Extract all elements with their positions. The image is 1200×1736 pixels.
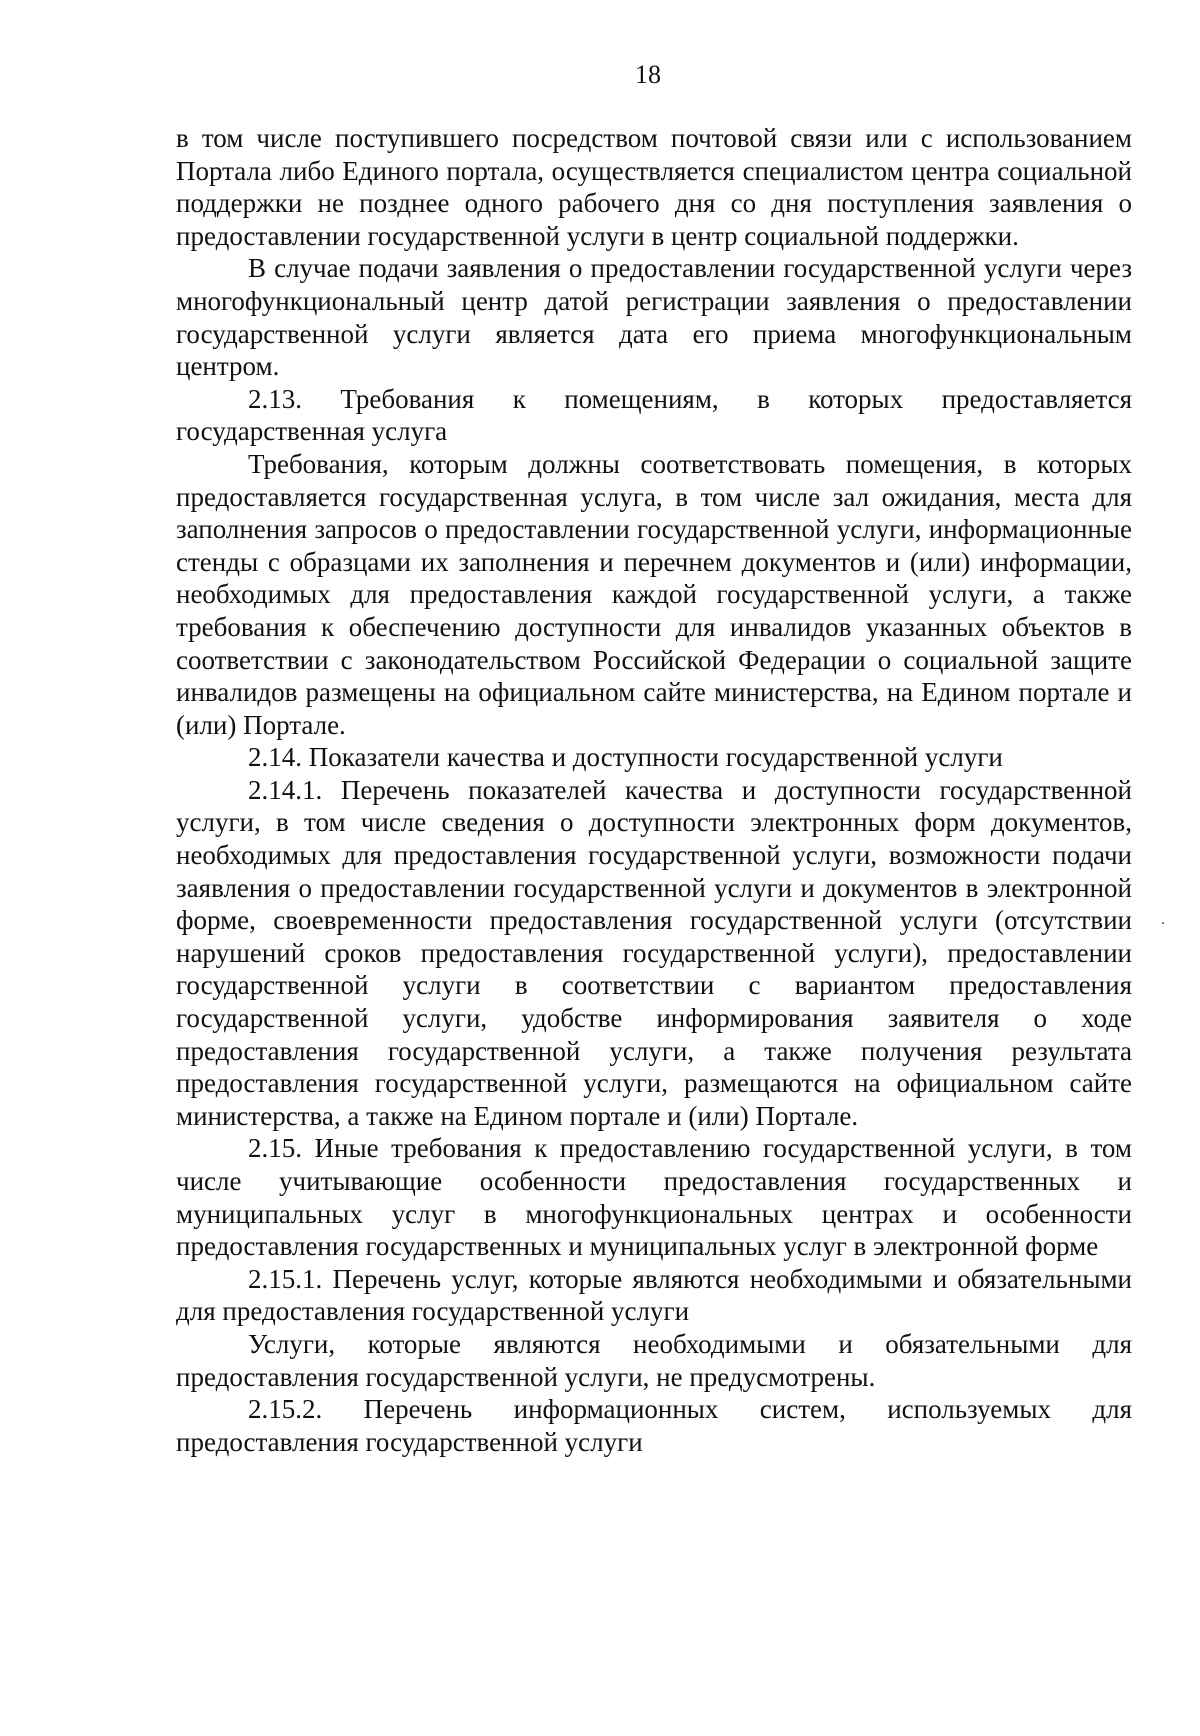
paragraph-mfc-registration: В случае подачи заявления о предоставлении государственной услуги через многофункциональный центр датой регистрации заявления о предоставлении государственной услуги является дата его приема многофункциональным центром. [176, 253, 1132, 382]
section-heading-2-15-1: 2.15.1. Перечень услуг, которые являются необходимыми и обязательными для предоставления государственной услуги [176, 1263, 1132, 1327]
section-heading-2-14: 2.14. Показатели качества и доступности государственной услуги [248, 742, 1003, 773]
page-number: 18 [635, 60, 661, 89]
section-heading-2-15: 2.15. Иные требования к предоставлению государственной услуги, в том числе учитывающие особенности предоставления государственных и муниципальных услуг в многофункциональных центрах и особенности предоставления государственных и муниципальных услуг в электронной форме [176, 1133, 1132, 1262]
document-body [176, 122, 1132, 1458]
scan-speck [1162, 922, 1164, 924]
section-heading-2-13: 2.13. Требования к помещениям, в которых предоставляется государственная услуга [176, 383, 1132, 447]
paragraph-premises-requirements: Требования, которым должны соответствовать помещения, в которых предоставляется государственная услуга, в том числе зал ожидания, места для заполнения запросов о предоставлении государственной услуги, информационные стенды с образцами их заполнения и перечнем документов и (или) информации, необходимых для предоставления каждой государственной услуги, а также требования к обеспечению доступности для инвалидов указанных объектов в соответствии с законодательством Российской Федерации о социальной защите инвалидов размещены на официальном сайте министерства, на Едином портале и (или) Портале. [176, 448, 1132, 740]
paragraph-services-not-provided: Услуги, которые являются необходимыми и обязательными для предоставления государственной услуги, не предусмотрены. [176, 1328, 1132, 1392]
paragraph-registration-continued: в том числе поступившего посредством почтовой связи или с использованием Портала либо Единого портала, осуществляется специалистом центра социальной поддержки не позднее одного рабочего дня со дня поступления заявления о предоставлении государственной услуги в центр социальной поддержки. [176, 123, 1132, 251]
section-heading-2-15-2: 2.15.2. Перечень информационных систем, используемых для предоставления государственной услуги [176, 1394, 1132, 1457]
paragraph-2-14-1: 2.14.1. Перечень показателей качества и доступности государственной услуги, в том числе сведения о доступности электронных форм документов, необходимых для предоставления государственной услуги, возможности подачи заявления о предоставлении государственной услуги и документов в электронной форме, своевременности предоставления государственной услуги (отсутствии нарушений сроков предоставления государственной услуги), предоставлении государственной услуги в соответствии с вариантом предоставления государственной услуги, удобстве информирования заявителя о ходе предоставления государственной услуги, а также получения результата предоставления государственной услуги, размещаются на официальном сайте министерства, а также на Едином портале и (или) Портале. [176, 774, 1132, 1131]
